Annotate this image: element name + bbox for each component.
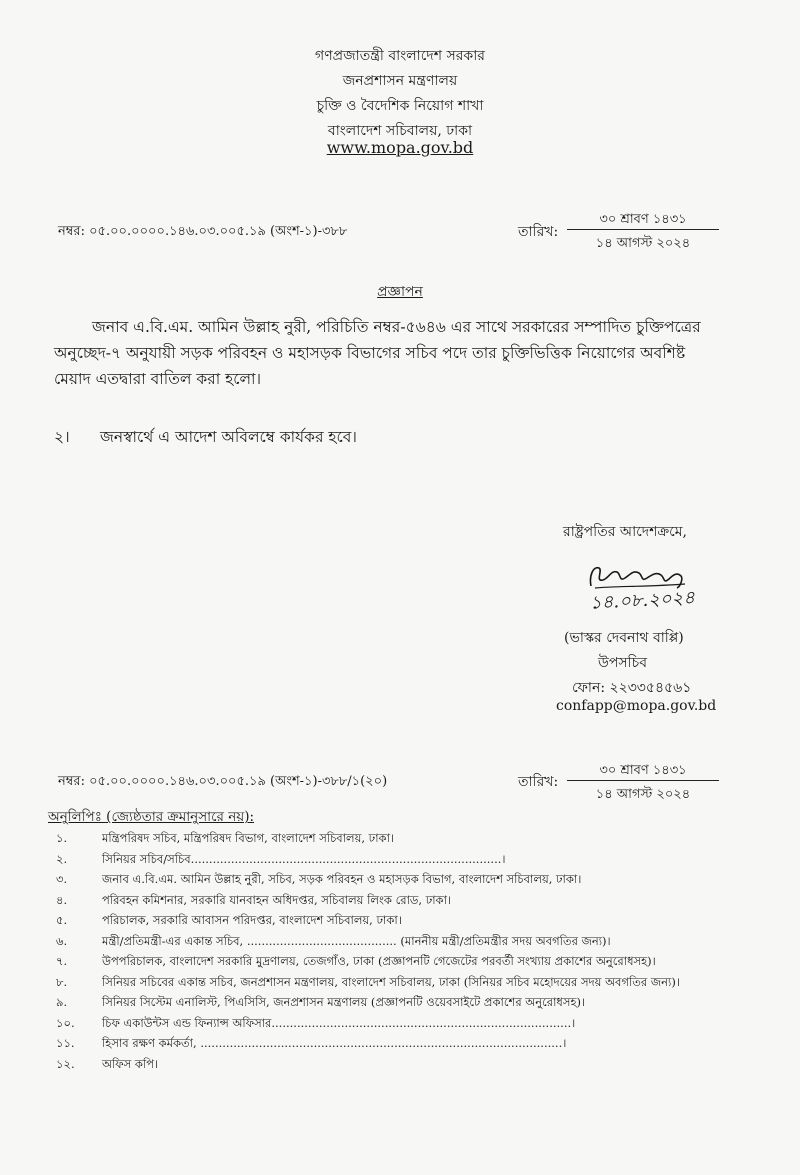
- date-label: তারিখ:: [518, 224, 559, 240]
- list-item: [56, 1015, 756, 1036]
- item-2-text: জনস্বার্থে এ আদেশ অবিলম্বে কার্যকর হবে।: [100, 428, 357, 446]
- ministry-name: জনপ্রশাসন মন্ত্রণালয়: [342, 73, 458, 89]
- list-item: [56, 1035, 756, 1056]
- list-item-text: সিনিয়র সিস্টেম এনালিস্ট, পিএসিসি, জনপ্রশাসন মন্ত্রণালয় (প্রজ্ঞাপনটি ওয়েবসাইটে প্রকাশের অনুরোধসহ)।: [102, 995, 586, 1009]
- list-item-text: চিফ একাউন্টস এন্ড ফিন্যান্স অফিসার..................................................................................।: [102, 1015, 576, 1030]
- list-item-number: ২.: [56, 851, 68, 866]
- list-item-text: উপপরিচালক, বাংলাদেশ সরকারি মুদ্রণালয়, তেজগাঁও, ঢাকা (প্রজ্ঞাপনটি গেজেটের পরবর্তী সংখ্যায় প্রকাশের অনুরোধসহ)।: [102, 954, 656, 968]
- date-divider: [567, 229, 719, 230]
- list-item: [56, 953, 756, 974]
- govt-name: গণপ্রজাতন্ত্রী বাংলাদেশ সরকার: [315, 48, 485, 64]
- email-link[interactable]: confapp@mopa.gov.bd: [556, 698, 717, 714]
- list-item-text: অফিস কপি।: [102, 1056, 159, 1071]
- list-item: [56, 994, 756, 1015]
- list-item-number: ১২.: [56, 1056, 75, 1071]
- copies-list: [56, 830, 756, 1076]
- list-item-number: ৬.: [56, 933, 68, 948]
- list-item-text: হিসাব রক্ষণ কর্মকর্তা, ...................................................................................................।: [102, 1036, 567, 1050]
- list-item-text: জনাব এ.বি.এম. আমিন উল্লাহ নুরী, সচিব, সড়ক পরিবহন ও মহাসড়ক বিভাগ, বাংলাদেশ সচিবালয়, ঢাকা।: [102, 872, 582, 886]
- copies-title: অনুলিপিঃ (জ্যেষ্ঠতার ক্রমানুসারে নয়):: [48, 809, 255, 825]
- order-line: রাষ্ট্রপতির আদেশক্রমে,: [563, 524, 687, 540]
- list-item: [56, 830, 756, 851]
- list-item: [56, 892, 756, 913]
- list-item: [56, 974, 756, 995]
- office-location: বাংলাদেশ সচিবালয়, ঢাকা: [327, 123, 473, 139]
- section-name: চুক্তি ও বৈদেশিক নিয়োগ শাখা: [316, 98, 484, 114]
- notice-title: প্রজ্ঞাপন: [377, 284, 423, 300]
- list-item-text: মন্ত্রী/প্রতিমন্ত্রী-এর একান্ত সচিব, ......................................... (মাননীয় মন্ত্রী/প্রতিমন্ত্রীর সদয় অবগতির জন্য)।: [102, 933, 611, 948]
- list-item-text: মন্ত্রিপরিষদ সচিব, মন্ত্রিপরিষদ বিভাগ, বাংলাদেশ সচিবালয়, ঢাকা।: [102, 831, 395, 845]
- list-item-number: ৯.: [56, 995, 68, 1009]
- website-link[interactable]: www.mopa.gov.bd: [326, 138, 474, 157]
- list-item-number: ১০.: [56, 1015, 75, 1030]
- notice-paragraph: জনাব এ.বি.এম. আমিন উল্লাহ নুরী, পরিচিতি নম্বর-৫৬৪৬ এর সাথে সরকারের সম্পাদিত চুক্তিপত্রের অনুচ্ছেদ-৭ অনুযায়ী সড়ক পরিবহন ও মহাসড়ক বিভাগের সচিব পদে তার চুক্তিভিত্তিক নিয়োগের অবশিষ্ট মেয়াদ এতদ্বারা বাতিল করা হলো।: [54, 318, 701, 388]
- list-item: [56, 933, 756, 954]
- memo-number-copy: নম্বর: ০৫.০০.০০০০.১৪৬.০৩.০০৫.১৯ (অংশ-১)-৩৮৮/১(২০): [58, 774, 388, 789]
- date-bangla-copy: ৩০ শ্রাবণ ১৪৩১: [599, 763, 687, 778]
- list-item-text: সিনিয়র সচিবের একান্ত সচিব, জনপ্রশাসন মন্ত্রণালয়, বাংলাদেশ সচিবালয়, ঢাকা (সিনিয়র সচিব মহোদয়ের সদয় অবগতির জন্য)।: [102, 974, 680, 989]
- list-item-number: ৮.: [56, 974, 68, 989]
- list-item-text: সিনিয়র সচিব/সচিব.....................................................................................।: [102, 851, 506, 866]
- signatory-designation: উপসচিব: [598, 655, 648, 671]
- date-english: ১৪ আগস্ট ২০২৪: [595, 236, 691, 251]
- list-item: [56, 871, 756, 892]
- list-item: [56, 851, 756, 872]
- memo-number: নম্বর: ০৫.০০.০০০০.১৪৬.০৩.০০৫.১৯ (অংশ-১)-৩৮৮: [58, 224, 348, 239]
- list-item-number: ১১.: [56, 1036, 75, 1050]
- list-item-text: পরিবহন কমিশনার, সরকারি যানবাহন অধিদপ্তর, সচিবালয় লিংক রোড, ঢাকা।: [102, 892, 452, 907]
- list-item-number: ৩.: [56, 872, 68, 886]
- list-item-number: ৭.: [56, 954, 68, 968]
- list-item-number: ৪.: [56, 892, 68, 907]
- date-divider-copy: [567, 780, 719, 781]
- list-item: [56, 1056, 756, 1077]
- list-item: [56, 912, 756, 933]
- list-item-text: পরিচালক, সরকারি আবাসন পরিদপ্তর, বাংলাদেশ সচিবালয়, ঢাকা।: [102, 913, 402, 927]
- date-english-copy: ১৪ আগস্ট ২০২৪: [595, 787, 691, 802]
- signature-date: ১৪.০৮.২০২৪: [589, 587, 696, 614]
- date-bangla: ৩০ শ্রাবণ ১৪৩১: [599, 212, 687, 227]
- date-label-copy: তারিখ:: [518, 774, 559, 790]
- phone-number: ফোন: ২২৩৩৫৪৫৬১: [572, 680, 692, 696]
- signatory-name: (ভাস্কর দেবনাথ বাপ্পি): [564, 630, 684, 646]
- item-2-number: ২।: [54, 428, 70, 446]
- list-item-number: ১.: [56, 831, 68, 845]
- list-item-number: ৫.: [56, 913, 68, 927]
